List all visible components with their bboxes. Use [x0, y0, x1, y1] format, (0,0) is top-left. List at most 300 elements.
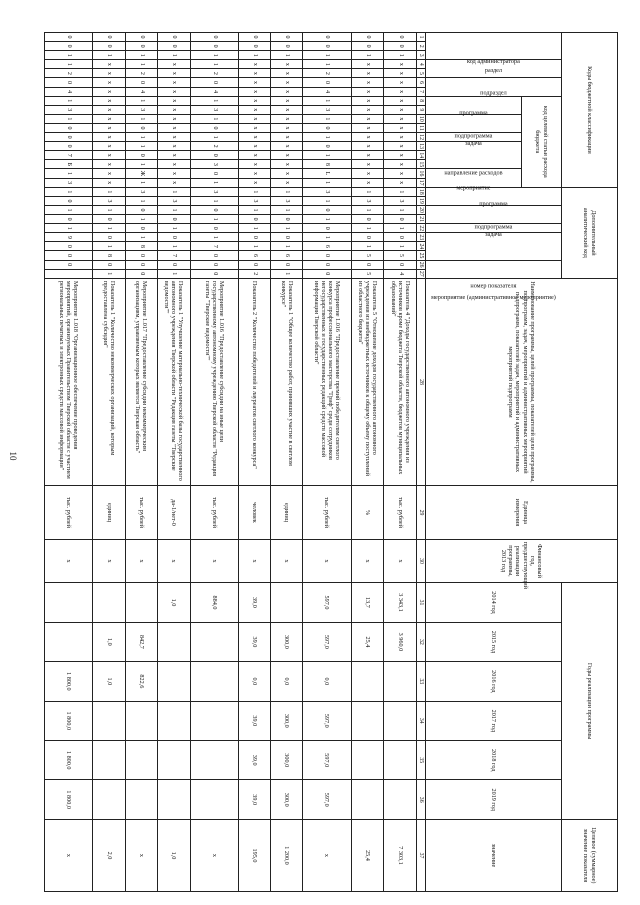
- year-value-cell: 597,0: [303, 622, 351, 661]
- code-cell: x: [93, 123, 125, 132]
- code-cell: x: [238, 160, 270, 169]
- table-row: [351, 33, 384, 892]
- code-cell: x: [271, 123, 303, 132]
- year-value-cell: [351, 780, 384, 820]
- code-cell: x: [351, 87, 384, 96]
- year-value-cell: [93, 780, 125, 820]
- code-cell: 2: [45, 69, 93, 78]
- year-value-cell: [384, 701, 417, 740]
- code-cell: 0: [271, 233, 303, 242]
- code-cell: 3: [93, 196, 125, 205]
- code-cell: x: [351, 123, 384, 132]
- code-cell: 3: [125, 105, 157, 114]
- year-value-cell: [351, 662, 384, 701]
- code-cell: 0: [303, 142, 351, 151]
- col-number: 27: [418, 270, 425, 277]
- year-value-cell: 3 343,1: [384, 583, 417, 622]
- activity-kind-header: мероприятие (административное мероприятие): [426, 233, 562, 260]
- table-row: [45, 33, 93, 892]
- year-value-cell: [157, 701, 190, 740]
- year-value-cell: [157, 780, 190, 820]
- code-cell: x: [93, 60, 125, 69]
- year-value-cell: 0,0: [238, 662, 270, 701]
- year-value-cell: [93, 741, 125, 780]
- code-cell: 3: [271, 196, 303, 205]
- row-name-cell: Мероприятие 1.017 "Предоставление субсидии некоммерческим организациям, управляемым которых является Тверская область": [125, 278, 157, 485]
- code-cell: 3: [45, 105, 93, 114]
- code-cell: 1: [271, 269, 303, 278]
- financial-year-cell: x: [125, 539, 157, 582]
- col-number: 19: [418, 198, 425, 204]
- code-cell: 0: [45, 251, 93, 260]
- code-cell: 0: [351, 42, 384, 51]
- code-cell: 1: [238, 187, 270, 196]
- code-cell: x: [271, 96, 303, 105]
- code-cell: 3: [384, 196, 417, 205]
- code-cell: 3: [303, 105, 351, 114]
- code-cell: x: [157, 169, 190, 178]
- year-2014-header: 2014 год: [426, 583, 562, 622]
- code-cell: x: [384, 114, 417, 123]
- code-cell: Ж: [125, 169, 157, 178]
- table-row: [303, 33, 351, 892]
- code-cell: 0: [45, 260, 93, 269]
- code-cell: 1: [125, 60, 157, 69]
- code-cell: 1: [45, 96, 93, 105]
- code-cell: x: [157, 123, 190, 132]
- code-cell: 0: [351, 215, 384, 224]
- year-value-cell: 822,6: [125, 662, 157, 701]
- code-cell: 1: [93, 269, 125, 278]
- unit-cell: да-1/нет-0: [157, 486, 190, 540]
- year-value-cell: [271, 583, 303, 622]
- year-value-cell: [157, 622, 190, 661]
- code-cell: x: [384, 123, 417, 132]
- year-value-cell: [45, 583, 93, 622]
- code-cell: 0: [45, 133, 93, 142]
- code-cell: 0: [93, 42, 125, 51]
- year-value-cell: 842,7: [125, 622, 157, 661]
- unit-cell: тыс. рублей: [125, 486, 157, 540]
- code-cell: x: [384, 169, 417, 178]
- code-cell: x: [351, 133, 384, 142]
- code-cell: 0: [125, 206, 157, 215]
- target-value-cell: 195,0: [238, 819, 270, 891]
- code-cell: x: [93, 160, 125, 169]
- code-cell: 1: [303, 96, 351, 105]
- code-cell: 1: [125, 215, 157, 224]
- unit-cell: тыс. рублей: [384, 486, 417, 540]
- code-cell: 1: [125, 160, 157, 169]
- code-cell: x: [384, 142, 417, 151]
- year-value-cell: 39,0: [238, 741, 270, 780]
- code-cell: 1: [125, 96, 157, 105]
- administrator-code-header: код администратора: [426, 33, 562, 60]
- row-name-cell: Показатель 5 "Отношение доходов государственного автономного учреждения из внебюджетных источников к общему объему поступлений из областного бюджета": [351, 278, 384, 485]
- code-cell: x: [238, 105, 270, 114]
- target-group-header: Целевое (суммарное) значение показателя: [562, 819, 618, 891]
- unit-cell: человек: [238, 486, 270, 540]
- code-cell: x: [271, 151, 303, 160]
- col-number: 17: [418, 179, 425, 186]
- code-cell: 0: [93, 233, 125, 242]
- financial-year-cell: x: [351, 539, 384, 582]
- code-cell: 1: [303, 151, 351, 160]
- code-cell: 2: [125, 69, 157, 78]
- year-value-cell: 300,0: [271, 701, 303, 740]
- row-name-cell: Показатель 1 "Количество некоммерческих организаций, которым предоставлена субсидия": [93, 278, 125, 485]
- unit-cell: тыс. рублей: [190, 486, 238, 540]
- code-cell: 6: [238, 251, 270, 260]
- year-value-cell: [125, 741, 157, 780]
- code-cell: x: [384, 69, 417, 78]
- code-cell: 1: [384, 187, 417, 196]
- col-number: 12: [418, 134, 425, 140]
- year-value-cell: [125, 780, 157, 820]
- row-name-cell: Мероприятие 1.016 "Предоставление премий победителям светлого конкурса профессионального мастерства "Гриф" среди сотрудников негосударственных и государственных редакций средств массовой информации Тверской области": [303, 278, 351, 485]
- code-cell: 1: [93, 242, 125, 251]
- unit-cell: тыс. рублей: [45, 486, 93, 540]
- code-cell: x: [238, 114, 270, 123]
- code-cell: 1: [93, 224, 125, 233]
- code-cell: 0: [351, 260, 384, 269]
- target-value-cell: 1,0: [157, 819, 190, 891]
- code-cell: x: [157, 96, 190, 105]
- code-cell: x: [238, 87, 270, 96]
- year-value-cell: 1,0: [157, 583, 190, 622]
- col-number: 34: [417, 701, 426, 740]
- target-value-cell: x: [190, 819, 238, 891]
- code-cell: 0: [271, 215, 303, 224]
- code-cell: 4: [384, 269, 417, 278]
- code-cell: 1: [125, 142, 157, 151]
- code-cell: 7: [190, 242, 238, 251]
- year-value-cell: 597,0: [303, 583, 351, 622]
- task-header: задача: [426, 133, 522, 142]
- col-number: 33: [417, 662, 426, 701]
- row-name-cell: Показатель 2 "Количество победителей и лауреатов светлого конкурса": [238, 278, 270, 485]
- code-cell: x: [271, 60, 303, 69]
- code-cell: x: [157, 160, 190, 169]
- target-value-cell: x: [303, 819, 351, 891]
- financial-year-cell: x: [45, 539, 93, 582]
- col-number: 26: [418, 261, 425, 268]
- code-cell: x: [351, 114, 384, 123]
- year-value-cell: 13,7: [351, 583, 384, 622]
- subprogram-header: подпрограмма: [426, 114, 522, 132]
- code-cell: x: [384, 160, 417, 169]
- code-cell: x: [157, 69, 190, 78]
- code-cell: x: [238, 96, 270, 105]
- row-name-cell: Мероприятие 1.018 "Организационное обеспечение проведения мероприятий, организуемых Правительством Тверской области с участием региональных печатных и электронных средств массовой информации": [45, 278, 93, 485]
- code-cell: 0: [125, 260, 157, 269]
- code-cell: 1: [45, 206, 93, 215]
- code-cell: 8: [93, 251, 125, 260]
- code-cell: 0: [157, 33, 190, 42]
- code-cell: 1: [157, 206, 190, 215]
- budget-classification-header: Коды бюджетной классификации: [562, 33, 618, 188]
- code-cell: 5: [384, 251, 417, 260]
- code-cell: 1: [45, 224, 93, 233]
- financial-year-cell: x: [384, 539, 417, 582]
- code-cell: 1: [384, 224, 417, 233]
- code-cell: 1: [190, 51, 238, 60]
- code-cell: 1: [157, 269, 190, 278]
- code-cell: 0: [45, 78, 93, 87]
- program2-header: программа: [426, 187, 562, 205]
- code-cell: 1: [157, 242, 190, 251]
- code-cell: 0: [45, 33, 93, 42]
- col-number: 16: [418, 170, 425, 177]
- code-cell: x: [238, 123, 270, 132]
- code-cell: 1: [157, 51, 190, 60]
- code-cell: x: [351, 169, 384, 178]
- code-cell: x: [238, 60, 270, 69]
- col-number: 5: [417, 69, 426, 78]
- table-row: [93, 33, 125, 892]
- code-cell: 0: [93, 33, 125, 42]
- code-cell: x: [271, 160, 303, 169]
- code-cell: x: [384, 133, 417, 142]
- code-cell: x: [384, 105, 417, 114]
- page-number: 10: [8, 451, 18, 461]
- task2-header: задача: [426, 224, 562, 233]
- code-cell: 1: [93, 206, 125, 215]
- code-cell: 0: [157, 233, 190, 242]
- code-cell: 0: [303, 224, 351, 233]
- code-cell: 1: [190, 133, 238, 142]
- code-cell: x: [384, 151, 417, 160]
- code-cell: x: [271, 133, 303, 142]
- year-value-cell: 39,0: [238, 780, 270, 820]
- code-cell: x: [271, 114, 303, 123]
- code-cell: 8: [303, 160, 351, 169]
- code-cell: 1: [93, 187, 125, 196]
- code-cell: 2: [190, 69, 238, 78]
- col-number: 25: [418, 252, 425, 259]
- column-numbers-row: [417, 33, 426, 892]
- code-cell: 1: [384, 51, 417, 60]
- code-cell: x: [384, 60, 417, 69]
- code-cell: 0: [190, 260, 238, 269]
- code-cell: 7: [45, 151, 93, 160]
- col-number: 6: [417, 78, 426, 87]
- col-number: 24: [418, 243, 425, 250]
- code-cell: 2: [238, 269, 270, 278]
- code-cell: x: [271, 87, 303, 96]
- code-cell: 1: [190, 233, 238, 242]
- target-value-cell: 25,4: [351, 819, 384, 891]
- code-cell: 1: [303, 178, 351, 187]
- code-cell: 0: [190, 42, 238, 51]
- code-cell: 0: [190, 78, 238, 87]
- year-value-cell: [384, 662, 417, 701]
- code-cell: 0: [125, 269, 157, 278]
- code-cell: 3: [238, 196, 270, 205]
- code-cell: 1: [190, 60, 238, 69]
- code-cell: 3: [190, 187, 238, 196]
- code-cell: 1: [125, 114, 157, 123]
- code-cell: x: [157, 133, 190, 142]
- year-value-cell: [157, 662, 190, 701]
- activity-header: мероприятие: [426, 169, 522, 187]
- code-cell: 1: [45, 169, 93, 178]
- code-cell: 0: [384, 233, 417, 242]
- code-cell: 0: [384, 33, 417, 42]
- year-value-cell: [93, 583, 125, 622]
- table-row: [125, 33, 157, 892]
- year-2018-header: 2018 год: [426, 741, 562, 780]
- code-cell: 1: [271, 224, 303, 233]
- code-cell: 0: [238, 42, 270, 51]
- year-value-cell: 597,0: [303, 780, 351, 820]
- code-cell: x: [351, 69, 384, 78]
- direction-header: направление расходов: [426, 142, 522, 169]
- year-value-cell: 25,4: [351, 622, 384, 661]
- code-cell: 1: [271, 242, 303, 251]
- code-cell: 1: [45, 114, 93, 123]
- code-cell: 3: [190, 105, 238, 114]
- financial-year-cell: x: [157, 539, 190, 582]
- code-cell: 0: [271, 42, 303, 51]
- code-cell: x: [157, 87, 190, 96]
- col-number: 22: [418, 225, 425, 232]
- code-cell: 0: [238, 33, 270, 42]
- code-cell: 0: [351, 233, 384, 242]
- code-cell: x: [238, 169, 270, 178]
- code-cell: 4: [303, 87, 351, 96]
- code-cell: x: [271, 69, 303, 78]
- code-cell: 7: [157, 251, 190, 260]
- code-cell: 1: [238, 242, 270, 251]
- col-number: 36: [417, 780, 426, 820]
- code-cell: 0: [190, 269, 238, 278]
- code-cell: x: [238, 133, 270, 142]
- code-cell: 0: [303, 123, 351, 132]
- year-2015-header: 2015 год: [426, 622, 562, 661]
- target-item-code-header: код целевой статьи расхода бюджета: [522, 96, 562, 187]
- indicator-number-header: номер показателя: [426, 260, 562, 278]
- unit-cell: тыс. рублей: [303, 486, 351, 540]
- code-cell: x: [93, 169, 125, 178]
- table-row: [271, 33, 303, 892]
- code-cell: 4: [190, 87, 238, 96]
- code-cell: 0: [125, 123, 157, 132]
- financial-year-header: Финансовый год, предшествующий реализации программы, 2013 год: [426, 539, 618, 582]
- year-value-cell: 1 800,0: [45, 741, 93, 780]
- code-cell: 0: [384, 42, 417, 51]
- code-cell: x: [384, 78, 417, 87]
- unit-cell: %: [351, 486, 384, 540]
- financial-year-cell: x: [190, 539, 238, 582]
- code-cell: 0: [125, 78, 157, 87]
- target-value-cell: 2,0: [93, 819, 125, 891]
- col-number: 28: [417, 278, 426, 485]
- code-cell: 1: [271, 206, 303, 215]
- value-header: значение: [426, 819, 562, 891]
- section-header: раздел: [426, 60, 562, 78]
- col-number: 1: [417, 33, 426, 42]
- code-cell: x: [238, 151, 270, 160]
- code-cell: x: [93, 114, 125, 123]
- col-number: 32: [417, 622, 426, 661]
- table-row: [238, 33, 270, 892]
- code-cell: 0: [190, 251, 238, 260]
- code-cell: x: [238, 178, 270, 187]
- code-cell: 0: [190, 33, 238, 42]
- code-cell: x: [384, 96, 417, 105]
- code-cell: 9: [45, 233, 93, 242]
- code-cell: x: [238, 142, 270, 151]
- year-value-cell: 597,0: [303, 701, 351, 740]
- code-cell: 0: [238, 233, 270, 242]
- year-value-cell: 300,0: [271, 622, 303, 661]
- code-cell: 6: [303, 242, 351, 251]
- code-cell: 1: [157, 224, 190, 233]
- code-cell: 4: [45, 87, 93, 96]
- code-cell: x: [93, 78, 125, 87]
- subprogram2-header: подпрограмма: [426, 206, 562, 224]
- code-cell: 0: [157, 42, 190, 51]
- code-cell: 0: [303, 206, 351, 215]
- years-group-header: Годы реализации программы: [562, 583, 618, 820]
- code-cell: 5: [351, 251, 384, 260]
- col-number: 21: [418, 216, 425, 223]
- program-table-body: [45, 33, 417, 892]
- code-cell: 2: [303, 69, 351, 78]
- code-cell: 4: [125, 87, 157, 96]
- code-cell: 1: [45, 187, 93, 196]
- code-cell: 0: [303, 269, 351, 278]
- code-cell: 1: [190, 96, 238, 105]
- code-cell: 1: [271, 187, 303, 196]
- code-cell: 1: [303, 215, 351, 224]
- code-cell: x: [351, 160, 384, 169]
- year-value-cell: [190, 622, 238, 661]
- code-cell: 1: [45, 51, 93, 60]
- program-table-sheet: [44, 32, 618, 892]
- table-row: [157, 33, 190, 892]
- code-cell: 0: [125, 151, 157, 160]
- year-value-cell: [125, 701, 157, 740]
- col-number: 3: [417, 51, 426, 60]
- code-cell: 0: [238, 260, 270, 269]
- code-cell: 8: [125, 242, 157, 251]
- code-cell: 0: [45, 196, 93, 205]
- year-value-cell: [351, 741, 384, 780]
- target-value-cell: x: [125, 819, 157, 891]
- code-cell: 3: [45, 178, 93, 187]
- code-cell: 1: [303, 196, 351, 205]
- code-cell: 0: [238, 215, 270, 224]
- code-cell: x: [384, 87, 417, 96]
- row-name-cell: Показатель 4 "Доходы государственного автономного учреждения из источников кроме бюджета Тверской области, бюджетов муниципальных образований": [384, 278, 417, 485]
- code-cell: x: [157, 142, 190, 151]
- code-cell: 0: [125, 251, 157, 260]
- code-cell: 0: [45, 242, 93, 251]
- code-cell: 1: [125, 133, 157, 142]
- program-table: [44, 32, 618, 892]
- code-cell: 1: [45, 60, 93, 69]
- code-cell: 1: [190, 196, 238, 205]
- subsection-header: подраздел: [426, 78, 562, 96]
- year-value-cell: [157, 741, 190, 780]
- year-value-cell: 300,0: [271, 780, 303, 820]
- financial-year-cell: x: [93, 539, 125, 582]
- table-row: [384, 33, 417, 892]
- code-cell: 1: [384, 206, 417, 215]
- year-value-cell: 39,0: [238, 622, 270, 661]
